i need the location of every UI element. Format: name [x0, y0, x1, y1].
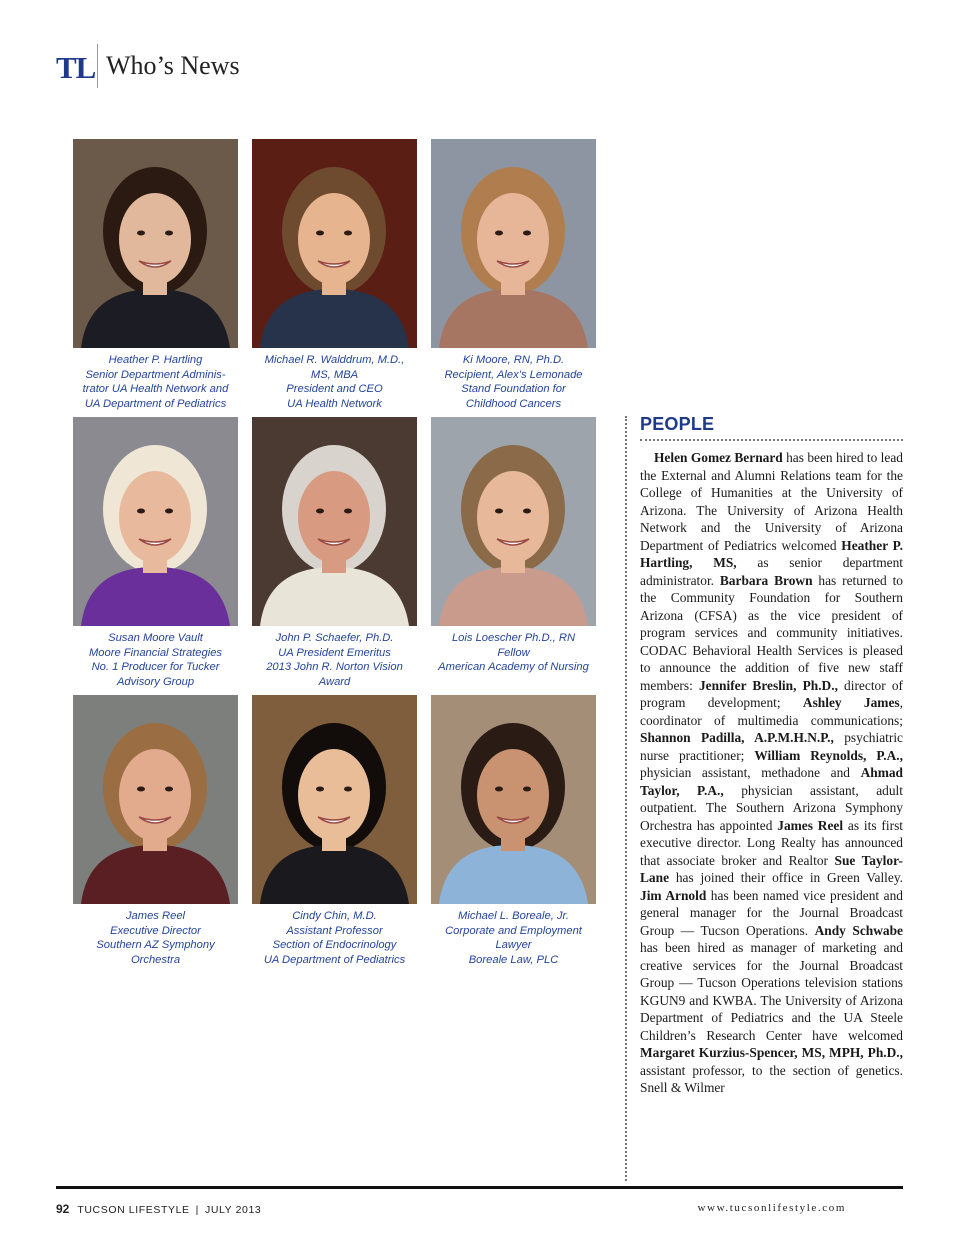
- article-text: has joined their office in Green Valley.: [669, 870, 903, 885]
- portrait-photo: [73, 417, 238, 626]
- portrait-photo: [252, 695, 417, 904]
- profile-caption: [426, 353, 601, 411]
- profile-caption: [247, 353, 422, 411]
- portrait-photo: [431, 417, 596, 626]
- person-name: Barbara Brown: [719, 572, 813, 588]
- caption-line: Corporate and Employment: [445, 924, 582, 937]
- person-name: Ashley James: [802, 695, 900, 710]
- article-text: physician assistant, adult outpatient. The Southern Arizona Symphony Orchestra has appointed: [640, 782, 903, 833]
- article-text: assistant professor, to the section of genetics. Snell & Wilmer: [640, 1062, 903, 1095]
- person-name: Helen Gomez Bernard: [654, 450, 783, 465]
- article-text: as its first executive director. Long Realty has announced that associate broker and Realtor: [640, 817, 903, 868]
- article-text: director of program development;: [640, 677, 903, 710]
- people-heading: PEOPLE: [640, 414, 715, 434]
- caption-line: UA Department of Pediatrics: [84, 397, 227, 410]
- caption-line: Award: [318, 675, 351, 688]
- caption-name: Michael R. Walddrum, M.D.,: [264, 354, 405, 366]
- person-name: Shannon Padilla, A.P.M.H.N.P.,: [640, 730, 834, 745]
- caption-line: Executive Director: [110, 924, 201, 937]
- person-name: Ahmad Taylor, P.A.,: [640, 765, 903, 798]
- caption-line: Assistant Professor: [286, 924, 383, 937]
- portrait-photo: [431, 139, 596, 348]
- article-text: has been hired as manager of marketing and creative services for the Journal Broadcast Group — Tucson Operations television stations KGUN9 and KWBA. The University of Arizona Department of Pediatrics and the UA Steele Children’s Research Center have welcomed: [640, 940, 903, 1043]
- magazine-name: TUCSON LIFESTYLE: [77, 1204, 190, 1216]
- profile-caption: [68, 353, 243, 411]
- portrait-photo: [431, 695, 596, 904]
- article-text: has been named vice president and general manager for the Journal Broadcast Group — Tucson Operations.: [640, 887, 903, 938]
- portrait-photo: [252, 139, 417, 348]
- caption-name: Susan Moore Vault: [108, 632, 203, 644]
- people-article: [640, 449, 903, 1171]
- portrait-photo: [73, 139, 238, 348]
- caption-name: Heather P. Hartling: [108, 354, 203, 366]
- portrait-photo: [73, 695, 238, 904]
- article-text: psychiatric nurse practitioner;: [640, 730, 903, 763]
- article-text: as senior department administrator.: [640, 555, 903, 588]
- profile-caption: [426, 631, 601, 675]
- caption-line: Section of Endocrinology: [272, 939, 397, 951]
- caption-line: President and CEO: [286, 383, 383, 395]
- caption-name: Michael L. Boreale, Jr.: [458, 910, 569, 922]
- caption-line: Stand Foundation for: [461, 383, 566, 395]
- caption-line: UA President Emeritus: [278, 646, 391, 659]
- caption-name: Cindy Chin, M.D.: [292, 910, 377, 922]
- caption-line: Boreale Law, PLC: [468, 953, 559, 966]
- caption-name: Ki Moore, RN, Ph.D.: [462, 354, 565, 366]
- caption-name: Lois Loescher Ph.D., RN: [451, 632, 576, 644]
- footer-rule: [56, 1186, 903, 1189]
- caption-line: No. 1 Producer for Tucker: [91, 661, 220, 673]
- profile-caption: [247, 631, 422, 689]
- article-text: , coordinator of multimedia communications;: [640, 695, 903, 728]
- caption-line: 2013 John R. Norton Vision: [266, 661, 403, 673]
- caption-line: Senior Department Adminis-: [85, 368, 226, 381]
- person-name: Heather P. Hartling, MS,: [640, 537, 903, 570]
- footer-folio: [56, 1202, 261, 1216]
- article-text: has returned to the Community Foundation for Southern Arizona (CFSA) as the vice president of program services and community initiatives. CODAC Behavioral Health Services is pleased to announce the addition of five new staff members:: [640, 572, 903, 693]
- person-name: Jennifer Breslin, Ph.D.,: [698, 677, 838, 693]
- article-text: has been hired to lead the External and Alumni Relations team for the College of Humanities at the University of Arizona. The University of Arizona Health Network and the University of Arizona Department of Pediatrics welcomed: [640, 450, 903, 553]
- profile-caption: [68, 909, 243, 967]
- heading-rule: [640, 439, 903, 441]
- caption-line: Childhood Cancers: [465, 397, 562, 410]
- caption-line: UA Department of Pediatrics: [263, 953, 406, 966]
- caption-line: MS, MBA: [310, 368, 359, 381]
- caption-line: Advisory Group: [116, 675, 195, 688]
- header-divider: [97, 44, 98, 88]
- caption-name: John P. Schaefer, Ph.D.: [275, 632, 394, 644]
- folio-divider: |: [195, 1204, 199, 1216]
- caption-line: Fellow: [497, 646, 530, 659]
- section-title: Who’s News: [106, 51, 240, 80]
- person-name: Margaret Kurzius-Spencer, MS, MPH, Ph.D.,: [640, 1045, 903, 1060]
- caption-line: Lawyer: [495, 939, 532, 951]
- caption-line: Moore Financial Strategies: [88, 646, 223, 659]
- profile-caption: [68, 631, 243, 689]
- page-number: 92: [56, 1202, 70, 1216]
- caption-line: Orchestra: [130, 953, 181, 966]
- column-divider: [625, 416, 627, 1181]
- caption-line: UA Health Network: [287, 397, 382, 410]
- caption-line: trator UA Health Network and: [82, 383, 229, 395]
- person-name: James Reel: [777, 817, 844, 833]
- portrait-photo: [252, 417, 417, 626]
- magazine-logo: TL: [56, 50, 96, 85]
- profile-caption: [426, 909, 601, 967]
- person-name: Sue Taylor-Lane: [640, 852, 903, 885]
- caption-line: Recipient, Alex’s Lemonade: [444, 368, 583, 381]
- person-name: William Reynolds, P.A.,: [754, 747, 903, 763]
- caption-line: American Academy of Nursing: [438, 661, 589, 673]
- caption-line: Southern AZ Symphony: [96, 939, 215, 951]
- profile-caption: [247, 909, 422, 967]
- website-url: www.tucsonlifestyle.com: [697, 1202, 846, 1214]
- person-name: Andy Schwabe: [814, 922, 903, 938]
- issue-date: JULY 2013: [204, 1204, 262, 1216]
- article-text: physician assistant, methadone and: [640, 765, 861, 780]
- caption-name: James Reel: [125, 910, 186, 922]
- person-name: Jim Arnold: [640, 887, 707, 903]
